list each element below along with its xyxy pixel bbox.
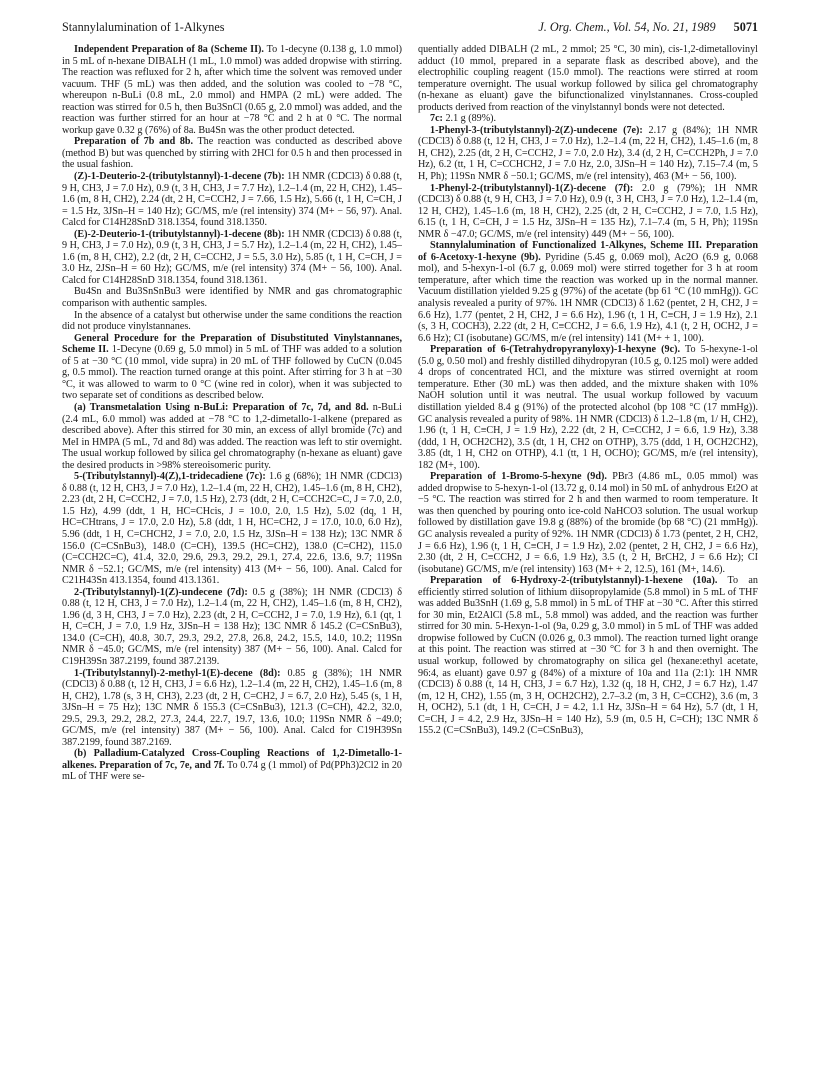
paragraph xyxy=(62,587,402,668)
paragraph xyxy=(62,229,402,287)
paragraph-heading: 7c: xyxy=(430,113,443,125)
paragraph-heading: 1-Phenyl-2-(tributylstannyl)-1(Z)-decene (7f): xyxy=(430,182,634,194)
paragraph xyxy=(62,310,402,333)
running-title: Stannylalumination of 1-Alkynes xyxy=(62,20,225,34)
paragraph xyxy=(62,44,402,136)
paragraph xyxy=(418,113,758,125)
paragraph-text: quentially added DIBALH (2 mL, 2 mmol; 25 °C, 30 min), cis-1,2-dimetallovinyl adduct (10 mmol, prepared in a separate flask as described above), and the electrophilic coupling reagent (15.0 mmol). The reactions were stirred at room temperature overnight. The usual workup followed by silica gel chromatography (n-hexane as eluant) gave the bifunctionalized vinylstannanes. Cross-coupled products derived from reaction of the vinylstannyl bonds were not detected. xyxy=(418,44,758,113)
paragraph-text: 0.5 g (38%); 1H NMR (CDCl3) δ 0.88 (t, 12 H, CH3, J = 7.0 Hz), 1.2–1.4 (m, 22 H, CH2), 1.45–1.6 (m, 8 H, CH2), 1.96 (d, 3 H, CH3, J = 7.0 Hz), 2.23 (dt, 2 H, C=CCH2, J = 7.0, 1.9 Hz), 6.1 (qt, 1 H, C=CH, J = 7.0, 1.9 Hz, 3JSn–H = 138 Hz); 13C NMR δ 145.2 (C=CSnBu3), 134.0 (C=CH), 40.8, 30.7, 29.3, 29.2, 27.8, 26.8, 24.2, 15.5, 14.0, 10.2; 119Sn NMR δ −45.0; GC/MS, m/e (rel intensity) 387 (M+ − 56, 100). Anal. Calcd for C19H39Sn 387.2199, found 387.2139. xyxy=(62,586,402,667)
paragraph-heading: Preparation of 1-Bromo-5-hexyne (9d). xyxy=(430,471,607,483)
paragraph xyxy=(418,183,758,241)
page-number: 5071 xyxy=(733,20,758,34)
paragraph-text: To an efficiently stirred solution of lithium diisopropylamide (5.8 mmol) in 5 mL of THF was added Bu3SnH (1.69 g, 5.8 mmol) in 5 mL of THF at −30 °C. After this stirred for 30 min, Et2AlCl (5.8 mL, 5.8 mmol) was added, and the reaction was further stirred for 30 min. 5-Hexyn-1-ol (9a, 0.29 g, 3.0 mmol) in 5 mL of THF was added dropwise followed by CuCN (0.026 g, 0.3 mmol). The reaction turned light orange at this point. The reaction was stirred at −30 °C for 3 h and then overnight. The usual workup, followed by chromatography on silica gel (hexane:ethyl acetate, 96:4, as eluant) gave 0.97 g (84%) of a mixture of 10a and 11a (2:1): 1H NMR (CDCl3) δ 0.88 (t, 14 H, CH3, J = 6.7 Hz), 1.32 (q, 18 H, CH2, J = 6.7 Hz), 1.47 (m, 12 H, CH2), 1.55 (m, 3 H, OCH2CH2), 2.7–3.2 (m, 3 H, C=CCH2), 3.6 (m, 3 H, OCH2), 5.1 (dt, 1 H, C=CH, J = 4.2, 1.1 Hz, 3JSn–H = 64 Hz), 5.7 (dt, 1 H, C=CH, J = 4.2, 2.9 Hz, 3JSn–H = 140 Hz), 5.9 (m, 0.5 H, C=CH); 13C NMR δ 155.2 (C=CSnBu3), 149.2 (C=CSnBu3), xyxy=(418,575,758,737)
paragraph-text: n-BuLi (2.4 mL, 6.0 mmol) was added at −78 °C to 1,2-dimetallo-1-alkene (prepared as described above). After this stirred for 30 min, an excess of allyl bromide (7c) and MeI in HMPA (5 mL, 7d and 8d) was added. The reaction was left to stir overnight. The usual workup followed by silica gel chromatography (n-hexane as eluant) gave the desired products in >98% stereoisomeric purity. xyxy=(62,401,402,471)
running-header xyxy=(62,20,758,34)
paragraph-heading: (b) Palladium-Catalyzed Cross-Coupling Reactions of 1,2-Dimetallo-1-alkenes. Preparation of 7c, 7e, and 7f. xyxy=(62,748,402,771)
paragraph-heading: (Z)-1-Deuterio-2-(tributylstannyl)-1-decene (7b): xyxy=(74,171,285,183)
paragraph xyxy=(62,171,402,229)
paragraph xyxy=(418,575,758,737)
paragraph-heading: Stannylalumination of Functionalized 1-Alkynes, Scheme III. Preparation of 6-Acetoxy-1-hexyne (9b). xyxy=(418,240,758,263)
paragraph-text: 2.1 g (89%). xyxy=(445,113,497,125)
paragraph xyxy=(418,240,758,344)
paragraph-heading: Independent Preparation of 8a (Scheme II). xyxy=(74,44,264,55)
paragraph xyxy=(62,402,402,471)
paragraph-text: PBr3 (4.86 mL, 0.05 mmol) was added dropwise to 5-hexyn-1-ol (13.72 g, 0.14 mol) in 50 mL of anhydrous Et2O at −5 °C. The reaction was stirred for 2 h and then warmed to room temperature. It was then quenched by pouring onto ice-cold NaHCO3 solution. The usual workup followed by distillation gave 19.8 g (88%) of the bromide (bp 68 °C) (21 mmHg)). GC analysis revealed a purity of 92%. 1H NMR (CDCl3) δ 1.73 (pentet, 2 H, CH2, J = 6.6 Hz), 1.96 (t, 1 H, C≡CH, J = 1.9 Hz), 2.02 (pentet, 2 H, CH2, J = 6.6 Hz), 2.30 (dt, 2 H, C≡CCH2, J = 6.6, 1.9 Hz), 3.5 (t, 2 H, BrCH2, J = 6.6 Hz); CI (isobutane) GC/MS, m/e (rel intensity) 163 (M+ + 2, 12.5), 161 (M+, 14.6). xyxy=(418,471,758,575)
paragraph-heading: 5-(Tributylstannyl)-4(Z),1-tridecadiene (7c): xyxy=(74,471,266,483)
paragraph xyxy=(418,44,758,113)
paragraph-heading: Preparation of 7b and 8b. xyxy=(74,136,194,148)
paragraph-text: 1H NMR (CDCl3) δ 0.88 (t, 9 H, CH3, J = 7.0 Hz), 0.9 (t, 3 H, CH3, J = 5.7 Hz), 1.2–1.4 (m, 22 H, CH2), 1.45–1.6 (m, 8 H, CH2), 2.2 (dt, 2 H, C=CCH2, J = 5.5, 3.0 Hz), 5.85 (t, 1 H, C=CH, J = 3.0 Hz, 2JSn–H = 60 Hz); GC/MS, m/e (rel intensity) 374 (M+ − 56, 100). Anal. Calcd for C14H28SnD 318.1354, found 318.1361. xyxy=(62,228,402,286)
two-column-body xyxy=(62,44,758,1060)
paragraph-text: To 0.74 g (1 mmol) of Pd(PPh3)2Cl2 in 20 mL of THF were se- xyxy=(62,759,402,783)
paragraph xyxy=(418,344,758,471)
paragraph-heading: Preparation of 6-Hydroxy-2-(tributylstannyl)-1-hexene (10a). xyxy=(430,575,718,587)
paragraph-text: 2.17 g (84%); 1H NMR (CDCl3) δ 0.88 (t, 12 H, CH3, J = 7.0 Hz), 1.2–1.4 (m, 22 H, CH2), 1.45–1.6 (m, 8 H, CH2), 2.25 (dt, 2 H, C=CCH2, J = 7.0, 2.0 Hz), 3.4 (d, 2 H, C=CCH2Ph, J = 7.0 Hz), 6.2 (tt, 1 H, C=CCHCH2, J = 7.0 Hz, 2.0, 3JSn–H = 140 Hz), 7.15–7.4 (m, 5 H, Ph); 119Sn NMR δ −50.1; GC/MS, m/e (rel intensity), 463 (M+ − 56, 100). xyxy=(418,124,758,183)
paragraph-text: The reaction was conducted as described above (method B) but was quenched by stirring with 2HCl for 0.5 h and then processed in the usual fashion. xyxy=(62,136,402,171)
paragraph xyxy=(62,286,402,309)
paragraph-text: 1.6 g (68%); 1H NMR (CDCl3) δ 0.88 (t, 12 H, CH3, J = 7.0 Hz), 1.2–1.4 (m, 22 H, CH2), 1.45–1.6 (m, 8 H, CH2), 2.23 (dt, 2 H, C=CCH2, J = 7.0, 1.5 Hz), 2.73 (ddt, 2 H, C=CCH2C=C, J = 7.0, 2.0, 1.5 Hz), 4.99 (ddt, 1 H, HC=CHcis, J = 10.0, 2.0, 1.5 Hz), 5.02 (dq, 1 H, HC=CHtrans, J = 17.0, 2.0 Hz), 5.8 (ddt, 1 H, HC=CH2, J = 17.0, 10.0, 6.0 Hz), 5.96 (ddt, 1 H, C=CHCH2, J = 7.0, 2.0, 1.5 Hz, 3JSn–H = 138 Hz); 13C NMR δ 156.0 (C=CSnBu3), 148.0 (C=CH), 139.5 (HC=CH2), 138.0 (C=CH2), 115.0 (C=CCH2C=C), 41.4, 32.0, 29.6, 29.3, 29.2, 29.1, 27.4, 22.6, 13.6, 9.7; 119Sn NMR δ −52.1; GC/MS, m/e (rel intensity) 413 (M+ − 56, 100). Anal. Calcd for C21H43Sn 413.1354, found 413.1361. xyxy=(62,471,402,587)
paragraph-text: To 5-hexyne-1-ol (5.0 g, 0.50 mol) and freshly distilled dihydropyran (10.5 g, 0.125 mol) were added 4 drops of concentrated HCl, and the mixture was stirred overnight at room temperature. Ether (30 mL) was then added, and the mixture shaken with 10% NaOH solution until it was neutral. The usual workup followed by vacuum distillation yielded 8.4 g (91%) of the protected alcohol (bp 108 °C (17 mmHg)). GC analysis revealed a purity of 98%. 1H NMR (CDCl3) δ 1.2–1.8 (m, 1/ H, CH2), 1.96 (t, 1 H, C≡CH, J = 1.9 Hz), 2.22 (dt, 2 H, C≡CCH2, J = 6.6, 1.9 Hz), 3.38 (ddd, 1 H, OCH2CH2), 3.5 (dt, 1 H, CH2 on OTHP), 3.75 (ddd, 1 H, OCH2CH2), 3.85 (dt, 1 H, CH2 on OTHP), 4.1 (tt, 1 H, OCHO); GC/MS, m/e (rel intensity), 182 (M+, 100). xyxy=(418,344,758,471)
journal-citation xyxy=(538,20,758,34)
paragraph xyxy=(418,125,758,183)
paragraph-heading: Preparation of 6-(Tetrahydropyranyloxy)-1-hexyne (9c). xyxy=(430,344,681,356)
journal-name: J. Org. Chem., Vol. 54, No. 21, 1989 xyxy=(538,20,716,34)
paragraph-text: 2.0 g (79%); 1H NMR (CDCl3) δ 0.88 (t, 9 H, CH3, J = 7.0 Hz), 0.9 (t, 3 H, CH3, J = 7.0 Hz), 1.2–1.4 (m, 12 H, CH2), 1.45–1.6 (m, 18 H, CH2), 2.25 (dt, 2 H, C=CCH2, J = 7.0, 1.5 Hz), 6.15 (t, 1 H, C=CH, J = 1.5 Hz, 3JSn–H = 135 Hz), 7.1–7.4 (m, 5 H, Ph); 119Sn NMR δ −47.0; GC/MS, m/e (rel intensity) 449 (M+ − 56, 100). xyxy=(418,182,758,240)
paragraph xyxy=(62,471,402,586)
paragraph-text: Pyridine (5.45 g, 0.069 mol), Ac2O (6.9 g, 0.068 mol), and 5-hexyn-1-ol (6.7 g, 0.069 mol) were stirred together for 3 h at room temperature, after which time the reaction was worked up in the normal manner. Vacuum distillation yielded 9.25 g (97%) of the acetate (bp 61 °C (10 mmHg)). GC analysis revealed a purity of 97%. 1H NMR (CDCl3) δ 1.62 (pentet, 2 H, CH2, J = 6.6 Hz), 1.77 (pentet, 2 H, CH2, J = 6.6 Hz), 1.96 (t, 1 H, C≡CH, J = 1.9 Hz), 2.1 (s, 3 H, COCH3), 2.22 (dt, 2 H, C≡CCH2, J = 6.6, 1.9 Hz), 4.1 (t, 2 H, OCH2, J = 6.6 Hz); CI (isobutane) GC/MS, m/e (rel intensity) 141 (M+ + 1, 100). xyxy=(418,251,758,344)
paragraph xyxy=(62,136,402,171)
paragraph xyxy=(62,668,402,749)
paragraph-heading: 2-(Tributylstannyl)-1(Z)-undecene (7d): xyxy=(74,586,248,598)
paragraph xyxy=(418,471,758,575)
paragraph xyxy=(62,748,402,783)
right-column xyxy=(418,44,758,1060)
paragraph-heading: General Procedure for the Preparation of Disubstituted Vinylstannanes, Scheme II. xyxy=(62,332,402,356)
paragraph xyxy=(62,333,402,402)
left-column xyxy=(62,44,402,1060)
paragraph-text: 1-Decyne (0.69 g, 5.0 mmol) in 5 mL of THF was added to a solution of 5 at −30 °C (10 mmol, vide supra) in 20 mL of THF followed by CuCN (0.045 g, 0.5 mmol). The reaction turned orange at this point. After stirring for 3 h at −30 °C, it was allowed to warm to 0 °C (wine red in color), when it was subjected to two separate set of conditions as described below. xyxy=(62,344,402,402)
paragraph-text: To 1-decyne (0.138 g, 1.0 mmol) in 5 mL of n-hexane DIBALH (1 mL, 1.0 mmol) was added dropwise with stirring. The reaction was refluxed for 2 h, after which time the solvent was removed under vacuum. THF (5 mL) was then added, and the solution was cooled to −78 °C, whereupon n-BuLi (0.8 mL, 2.0 mmol) and HMPA (2 mL) were added. The reaction was stirred for 0.5 h, then Bu3SnCl (0.65 g, 2.0 mmol) was added, and the reaction was further stirred for an hour at −78 °C and 2 h at 0 °C. The normal workup gave 0.32 g (76%) of 8a. Bu4Sn was the other product detected. xyxy=(62,44,402,136)
paragraph-text: 1H NMR (CDCl3) δ 0.88 (t, 9 H, CH3, J = 7.0 Hz), 0.9 (t, 3 H, CH3, J = 7.7 Hz), 1.2–1.4 (m, 22 H, CH2), 1.45–1.6 (m, 8 H, CH2), 2.24 (dt, 2 H, C=CCH2, J = 7.66, 1.5 Hz), 5.66 (t, 1 H, C=CH, J = 1.5 Hz, 3JSn–H = 140 Hz); GC/MS, m/e (rel intensity) 374 (M+ − 56, 97). Anal. Calcd for C14H28SnD 318.1354, found 318.1350. xyxy=(62,171,402,229)
paragraph-heading: 1-(Tributylstannyl)-2-methyl-1(E)-decene (8d): xyxy=(74,667,281,679)
paragraph-text: In the absence of a catalyst but otherwise under the same conditions the reaction did not produce vinylstannanes. xyxy=(62,309,402,333)
paragraph-heading: (E)-2-Deuterio-1-(tributylstannyl)-1-decene (8b): xyxy=(74,228,285,240)
paragraph-heading: 1-Phenyl-3-(tributylstannyl)-2(Z)-undecene (7e): xyxy=(430,124,643,136)
paragraph-heading: (a) Transmetalation Using n-BuLi: Preparation of 7c, 7d, and 8d. xyxy=(74,401,369,413)
paragraph-text: 0.85 g (38%); 1H NMR (CDCl3) δ 0.88 (t, 12 H, CH3, J = 6.6 Hz), 1.2–1.4 (m, 22 H, CH2), 1.45–1.6 (m, 8 H, CH2), 1.78 (s, 3 H, CH3), 2.23 (dt, 2 H, C=CH2, J = 6.7, 2.0 Hz), 5.45 (s, 1 H, 3JSn–H = 75 Hz); 13C NMR δ 155.3 (C=CSnBu3), 121.3 (C=CH), 42.2, 32.0, 29.5, 29.3, 29.2, 28.2, 27.3, 24.4, 22.7, 19.7, 13.6, 10.0; 119Sn NMR δ −49.0; GC/MS, m/e (rel intensity) 387 (M+ − 56, 100). Anal. Calcd for C19H39Sn 387.2199, found 387.2169. xyxy=(62,667,402,748)
paragraph-text: Bu4Sn and Bu3SnSnBu3 were identified by NMR and gas chromatographic comparison with authentic samples. xyxy=(62,286,402,310)
